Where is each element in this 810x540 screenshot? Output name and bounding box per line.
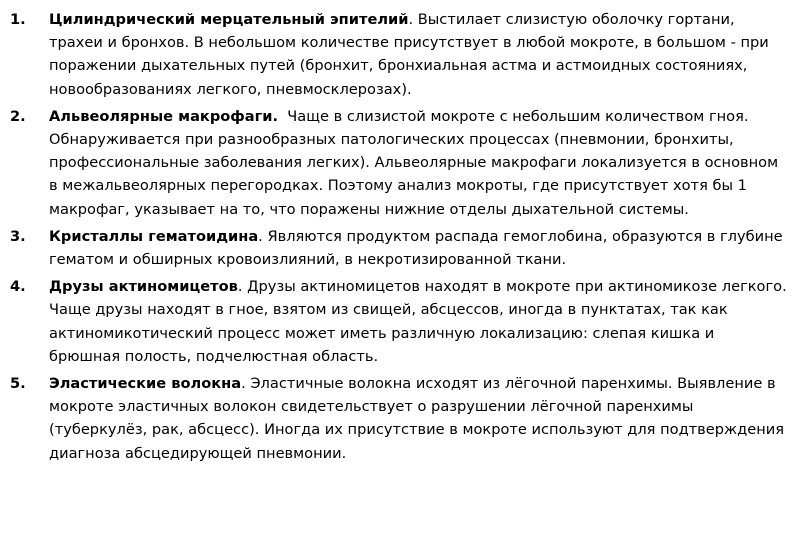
list-item bbox=[10, 8, 788, 101]
item-text: Чаще в слизистой мокроте с небольшим количеством гноя. Обнаруживается при разнообразных патологических процессах (пневмонии, бронхиты, профессиональные заболевания легких). Альвеолярные макрофаги локализуется в основном в межальвеолярных перегородках. Поэтому анализ мокроты, где присутствует хотя бы 1 макрофаг, указывает на то, что поражены нижние отделы дыхательной системы. bbox=[49, 107, 783, 218]
item-term: Эластические волокна bbox=[49, 375, 242, 393]
item-number: 5. bbox=[10, 375, 26, 393]
item-text: . Являются продуктом распада гемоглобина, образуются в глубине гематом и обширных кровоизлияний, в некротизированной ткани. bbox=[49, 227, 783, 269]
list-item bbox=[10, 372, 788, 465]
numbered-list bbox=[10, 8, 788, 465]
list-item bbox=[10, 105, 788, 221]
list-item bbox=[10, 275, 788, 368]
item-number: 4. bbox=[10, 278, 26, 296]
item-term: Альвеолярные макрофаги. bbox=[49, 107, 279, 125]
item-text: . Выстилает слизистую оболочку гортани, трахеи и бронхов. В небольшом количестве присутствует в любой мокроте, в большом - при поражении дыхательных путей (бронхит, бронхиальная астма и астмоидных состояниях, новообразованиях легкого, пневмосклерозах). bbox=[49, 11, 769, 98]
item-number: 2. bbox=[10, 107, 26, 125]
item-text: . Друзы актиномицетов находят в мокроте при актиномикозе легкого. Чаще друзы находят в гное, взятом из свищей, абсцессов, иногда в пунктатах, так как актиномикотический процесс может иметь различную локализацию: слепая кишка и брюшная полость, подчелюстная область. bbox=[49, 278, 787, 365]
list-item bbox=[10, 225, 788, 271]
item-term: Кристаллы гематоидина bbox=[49, 227, 259, 245]
item-number: 3. bbox=[10, 227, 26, 245]
item-term: Цилиндрический мерцательный эпителий bbox=[49, 11, 409, 28]
item-term: Друзы актиномицетов bbox=[49, 278, 238, 296]
item-text: . Эластичные волокна исходят из лёгочной паренхимы. Выявление в мокроте эластичных волокон свидетельствует о разрушении лёгочной паренхимы (туберкулёз, рак, абсцесс). Иногда их присутствие в мокроте используют для подтверждения диагноза абсцедирующей пневмонии. bbox=[49, 375, 785, 462]
item-number: 1. bbox=[10, 11, 26, 28]
